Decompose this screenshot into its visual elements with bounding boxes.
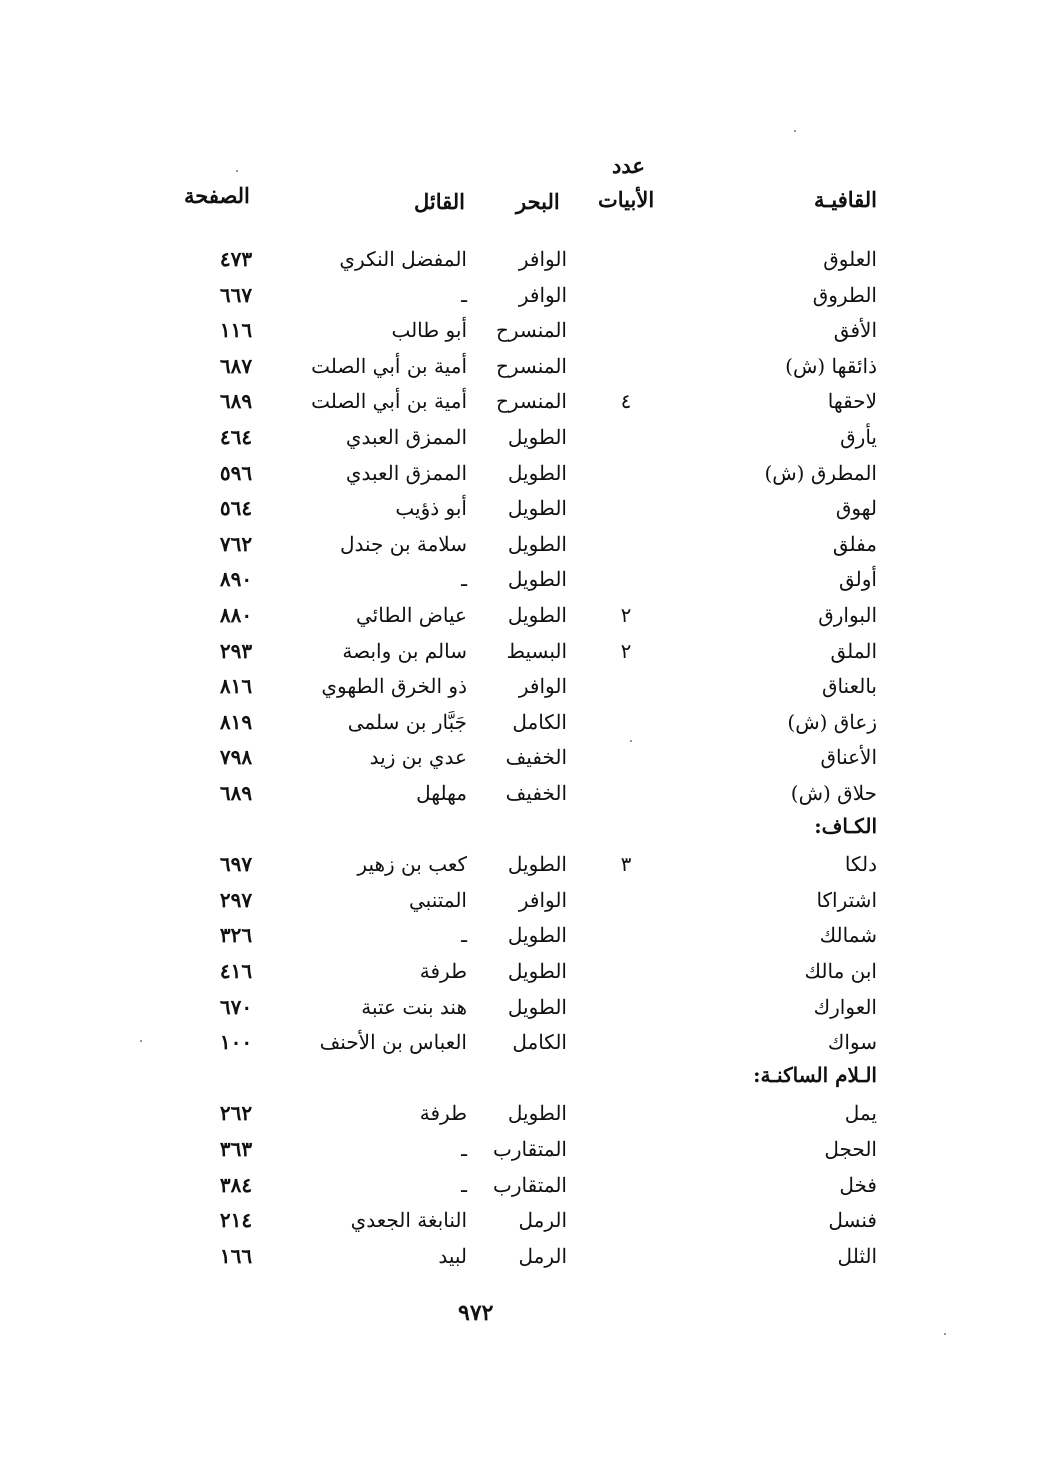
- rhyme-cell: فخل: [839, 1173, 877, 1197]
- table-row: [0, 600, 1037, 636]
- poet-cell: سلامة بن جندل: [339, 532, 467, 556]
- poet-cell: أمية بن أبي الصلت: [311, 389, 467, 413]
- table-row: [0, 493, 1037, 529]
- page-cell: ٢٩٣: [219, 639, 253, 663]
- meter-cell: الخفيف: [505, 745, 567, 769]
- table-row: [0, 1170, 1037, 1206]
- header-meter: البحر: [516, 189, 560, 214]
- meter-cell: الوافر: [518, 283, 567, 307]
- meter-cell: الكامل: [512, 710, 567, 734]
- scan-speck: [140, 1040, 142, 1042]
- poet-cell: أمية بن أبي الصلت: [311, 354, 467, 378]
- poet-cell: أبو ذؤيب: [395, 496, 467, 520]
- meter-cell: الوافر: [518, 674, 567, 698]
- header-count: الأبيات: [598, 187, 655, 212]
- poet-cell: ـ: [461, 923, 467, 947]
- page-cell: ٢١٤: [219, 1208, 253, 1232]
- meter-cell: الطويل: [507, 496, 567, 520]
- page-cell: ٦٨٩: [219, 781, 253, 805]
- meter-cell: الرمل: [518, 1244, 567, 1268]
- header-count-top: عدد: [612, 153, 645, 178]
- meter-cell: المنسرح: [495, 389, 567, 413]
- poet-cell: ـ: [461, 283, 467, 307]
- page-cell: ٨١٦: [219, 674, 253, 698]
- page-cell: ٧٦٢: [219, 532, 253, 556]
- scan-speck: [630, 740, 632, 742]
- meter-cell: المتقارب: [493, 1137, 567, 1161]
- table-row: [0, 529, 1037, 565]
- table-row: [0, 1098, 1037, 1134]
- poet-cell: سالم بن وابصة: [342, 639, 467, 663]
- table-row: [0, 671, 1037, 707]
- meter-cell: الطويل: [507, 1101, 567, 1125]
- meter-cell: الطويل: [507, 959, 567, 983]
- page-cell: ٤١٦: [219, 959, 253, 983]
- poet-cell: هند بنت عتبة: [361, 995, 467, 1019]
- header-rhyme: القافيـة: [813, 187, 877, 212]
- rhyme-cell: الأفق: [833, 318, 877, 342]
- table-row: [0, 849, 1037, 885]
- page-cell: ٨١٩: [219, 710, 253, 734]
- rhyme-cell: ابن مالك: [804, 959, 877, 983]
- page-cell: ٢٦٢: [219, 1101, 253, 1125]
- table-row: [0, 1027, 1037, 1063]
- page-cell: ٦٦٧: [219, 283, 253, 307]
- page-cell: ٦٧٠: [219, 995, 253, 1019]
- table-row: [0, 422, 1037, 458]
- meter-cell: الطويل: [507, 532, 567, 556]
- rhyme-cell: ذائقها (ش): [785, 354, 877, 378]
- page-cell: ٤٧٣: [219, 247, 253, 271]
- table-row: [0, 351, 1037, 387]
- meter-cell: الرمل: [518, 1208, 567, 1232]
- page-cell: ٤٦٤: [219, 425, 253, 449]
- meter-cell: الطويل: [507, 567, 567, 591]
- page-cell: ٦٨٩: [219, 389, 253, 413]
- table-row: [0, 636, 1037, 672]
- page-cell: ٨٨٠: [219, 603, 253, 627]
- table-row: [0, 992, 1037, 1028]
- table-row: [0, 1134, 1037, 1170]
- meter-cell: الخفيف: [505, 781, 567, 805]
- poet-cell: المفضل النكري: [339, 247, 467, 271]
- page-cell: ٢٩٧: [219, 888, 253, 912]
- poet-cell: عياض الطائي: [356, 603, 467, 627]
- verse-count-cell: ٤: [620, 389, 632, 413]
- meter-cell: الطويل: [507, 995, 567, 1019]
- page-cell: ٦٨٧: [219, 354, 253, 378]
- verse-count-cell: ٣: [620, 852, 632, 876]
- rhyme-cell: لهوق: [835, 496, 877, 520]
- rhyme-cell: سواك: [827, 1030, 877, 1054]
- poet-cell: لبيد: [438, 1244, 467, 1268]
- rhyme-cell: مفلق: [832, 532, 877, 556]
- rhyme-cell: الثلل: [837, 1244, 877, 1268]
- page-number: ٩٧٢: [458, 1300, 494, 1326]
- table-row: [0, 707, 1037, 743]
- page-cell: ٦٩٧: [219, 852, 253, 876]
- table-row: [0, 244, 1037, 280]
- poet-cell: العباس بن الأحنف: [319, 1030, 467, 1054]
- page-cell: ٣٢٦: [219, 923, 253, 947]
- meter-cell: المنسرح: [495, 354, 567, 378]
- poet-cell: الممزق العبدي: [345, 461, 467, 485]
- page-cell: ١٠٠: [219, 1030, 253, 1054]
- page-cell: ٣٦٣: [219, 1137, 253, 1161]
- poet-cell: الممزق العبدي: [345, 425, 467, 449]
- section-heading: الـلام الساكنـة:: [753, 1063, 877, 1087]
- rhyme-cell: الأعناق: [820, 745, 877, 769]
- table-row: [0, 956, 1037, 992]
- rhyme-cell: زعاق (ش): [787, 710, 877, 734]
- rhyme-cell: لاحقها: [827, 389, 877, 413]
- rhyme-cell: المطرق (ش): [764, 461, 877, 485]
- rhyme-cell: حلاق (ش): [790, 781, 877, 805]
- table-row: [0, 280, 1037, 316]
- table-row: [0, 920, 1037, 956]
- rhyme-cell: الطروق: [812, 283, 877, 307]
- poet-cell: ـ: [461, 1137, 467, 1161]
- meter-cell: الكامل: [512, 1030, 567, 1054]
- page-cell: ١١٦: [219, 318, 253, 342]
- rhyme-cell: العلوق: [823, 247, 877, 271]
- scan-speck: [236, 170, 238, 172]
- rhyme-cell: فنسل: [828, 1208, 877, 1232]
- rhyme-cell: الملق: [830, 639, 877, 663]
- table-row: [0, 1241, 1037, 1277]
- meter-cell: الوافر: [518, 247, 567, 271]
- rhyme-cell: دلكا: [844, 852, 877, 876]
- meter-cell: الطويل: [507, 923, 567, 947]
- rhyme-cell: الحجل: [824, 1137, 877, 1161]
- table-row: [0, 458, 1037, 494]
- rhyme-cell: اشتراكا: [816, 888, 877, 912]
- header-page: الصفحة: [184, 183, 250, 208]
- header-poet: القائل: [414, 189, 466, 214]
- table-row: [0, 1205, 1037, 1241]
- rhyme-cell: شمالك: [819, 923, 877, 947]
- meter-cell: المتقارب: [493, 1173, 567, 1197]
- page-cell: ٥٩٦: [219, 461, 253, 485]
- rhyme-cell: يأرق: [840, 425, 877, 449]
- rhyme-cell: البوارق: [818, 603, 877, 627]
- page-cell: ١٦٦: [219, 1244, 253, 1268]
- meter-cell: المنسرح: [495, 318, 567, 342]
- poet-cell: ـ: [461, 567, 467, 591]
- page-cell: ٨٩٠: [219, 567, 253, 591]
- poet-cell: كعب بن زهير: [357, 852, 467, 876]
- table-row: [0, 778, 1037, 814]
- poet-cell: النابغة الجعدي: [350, 1208, 467, 1232]
- rhyme-cell: العوارك: [813, 995, 877, 1019]
- verse-count-cell: ٢: [620, 603, 632, 627]
- poet-cell: المتنبي: [409, 888, 467, 912]
- page-cell: ٥٦٤: [219, 496, 253, 520]
- meter-cell: الطويل: [507, 461, 567, 485]
- poet-cell: جَبَّار بن سلمى: [347, 710, 467, 734]
- poet-cell: مهلهل: [416, 781, 467, 805]
- scan-speck: [794, 130, 796, 132]
- poet-cell: ذو الخرق الطهوي: [321, 674, 467, 698]
- section-heading: الكـاف:: [814, 814, 877, 838]
- poet-cell: عدي بن زيد: [369, 745, 467, 769]
- poet-cell: أبو طالب: [391, 318, 467, 342]
- scan-speck: [944, 1333, 946, 1335]
- table-row: [0, 742, 1037, 778]
- table-row: [0, 564, 1037, 600]
- meter-cell: البسيط: [506, 639, 567, 663]
- poet-cell: طرفة: [419, 1101, 467, 1125]
- poet-cell: ـ: [461, 1173, 467, 1197]
- page-cell: ٧٩٨: [219, 745, 253, 769]
- meter-cell: الطويل: [507, 425, 567, 449]
- rhyme-cell: بالعناق: [821, 674, 877, 698]
- table-row: [0, 885, 1037, 921]
- meter-cell: الطويل: [507, 852, 567, 876]
- rhyme-cell: يمل: [844, 1101, 877, 1125]
- meter-cell: الوافر: [518, 888, 567, 912]
- page-cell: ٣٨٤: [219, 1173, 253, 1197]
- table-row: [0, 315, 1037, 351]
- meter-cell: الطويل: [507, 603, 567, 627]
- table-row: [0, 386, 1037, 422]
- rhyme-cell: أولق: [839, 567, 877, 591]
- verse-count-cell: ٢: [620, 639, 632, 663]
- poet-cell: طرفة: [419, 959, 467, 983]
